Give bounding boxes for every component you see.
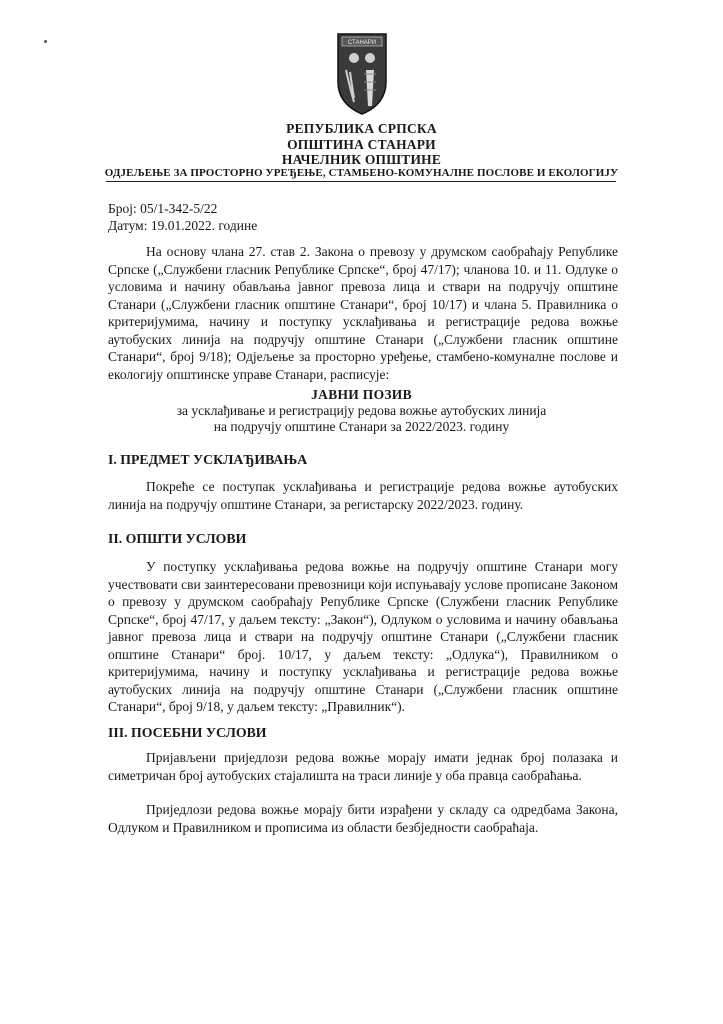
section-general-conditions-text: У поступку усклађивања редова вожње на подручју општине Станари могу учествовати сви заинтересовани превозници који испуњавају услове прописане Законом о превозу у друмском саобраћају Републике Српске (Службени гласник Републике Српске“, број 47/17, у даљем тексту: „Закон“), Одлуком о условима и начину обављања јавног превоза лица и ствари на подручју општине Станари („Службени гласник општине Станари“ број. 10/17, у даљем тексту: „Одлука“), Правилником о критеријумима, начину и поступку усклађивања и регистрације редова вожње аутобуских линија на подручју општине Станари („Службени гласник општине Станари“, број 9/18, у даљем тексту: „Правилник“). [108, 559, 618, 714]
section-special-conditions-text-1: Пријављени приједлози редова вожње морају имати једнак број полазака и симетричан број аутобуских стајалишта на траси линије у оба правца саобраћања. [108, 750, 618, 783]
notice-subtitle-line1: за усклађивање и регистрацију редова вожње аутобуских линија [176, 403, 547, 418]
notice-subtitle-line2: на подручју општине Станари за 2022/2023. годину [213, 419, 510, 434]
section-special-conditions-text-2: Приједлози редова вожње морају бити израђени у складу са одредбама Закона, Одлуком и Правилником и прописима из области безбједности саобраћаја. [108, 802, 618, 835]
scan-speck [44, 40, 47, 43]
section-subject-text: Покреће се поступак усклађивања и регистрације редова вожње аутобуских линија на подручју општине Станари, за регистарску 2022/2023. годину. [108, 479, 618, 512]
document-number: Број: 05/1-342-5/22 [108, 201, 218, 216]
header-divider [106, 181, 616, 182]
header-municipality: ОПШТИНА СТАНАРИ [287, 137, 436, 152]
intro-paragraph: На основу члана 27. став 2. Закона о превозу у друмском саобраћају Републике Српске („Службени гласник Републике Српске“, број 47/17); чланова 10. и 11. Одлуке о условима и начину обављања јавног превоза лица и ствари на подручју општине Станари („Службени гласник општине Станари“, број 10/17) и члана 5. Правилника о критеријумима, начину и поступку усклађивања и регистрације редова вожње аутобуских линија на подручју општине Станари („Службени гласник општине Станари“, број 9/18); Одјељење за просторно уређење, стамбено-комуналне послове и екологију општинске управе Станари, расписује: [108, 244, 618, 382]
header-mayor: НАЧЕЛНИК ОПШТИНЕ [281, 152, 442, 167]
section-heading-special-conditions: III. ПОСЕБНИ УСЛОВИ [108, 725, 267, 740]
municipal-coat-of-arms [336, 30, 388, 116]
section-heading-general-conditions: II. ОПШТИ УСЛОВИ [108, 531, 247, 546]
section-heading-subject: I. ПРЕДМЕТ УСКЛАЂИВАЊА [108, 452, 308, 467]
notice-title: ЈАВНИ ПОЗИВ [311, 387, 412, 402]
document-date: Датум: 19.01.2022. године [108, 218, 258, 233]
header-republic: РЕПУБЛИКА СРПСКА [286, 121, 437, 136]
header-department: ОДЈЕЉЕЊЕ ЗА ПРОСТОРНО УРЕЂЕЊЕ, СТАМБЕНО-КОМУНАЛНЕ ПОСЛОВЕ И ЕКОЛОГИЈУ [104, 167, 619, 179]
crest-label: СТАНАРИ [347, 40, 377, 46]
